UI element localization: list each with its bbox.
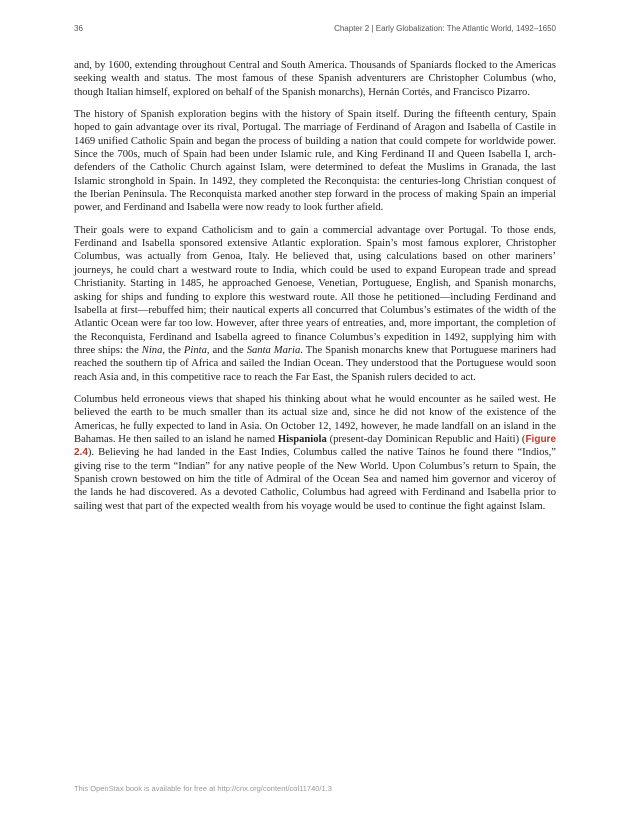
figure-link[interactable]: Figure 2.4 bbox=[74, 433, 557, 459]
paragraph-3-part-d: . The Spanish monarchs knew that Portuguese mariners had reached the southern tip of Africa and sailed the Indian Ocean. They understood that the Portuguese would soon reach Asia and, in this competitive race to reach the Far East, the Spanish rulers decided to act. bbox=[74, 344, 556, 383]
key-term-hispaniola: Hispaniola bbox=[277, 433, 327, 445]
paragraph-3-part-b: , the bbox=[162, 344, 184, 356]
paragraph-4-part-b: (present-day Dominican Republic and Haiti) ( bbox=[326, 433, 526, 445]
paragraph-3-part-c: , and the bbox=[206, 344, 247, 356]
ship-name-nina: Nina bbox=[141, 344, 163, 356]
paragraph-4-part-a: Columbus held erroneous views that shaped his thinking about what he would encounter as he sailed west. He believed the earth to be much smaller than its actual size and, since he did not know of the existence of the Americas, he fully expected to land in Asia. On October 12, 1492, however, he made landfall on an island in the Bahamas. He then sailed to an island he named bbox=[74, 393, 556, 445]
paragraph-2: The history of Spanish exploration begins with the history of Spain itself. During the fifteenth century, Spain hoped to gain advantage over its rival, Portugal. The marriage of Ferdinand of Aragon and Isabella of Castile in 1469 unified Catholic Spain and began the process of building a nation that could compete for worldwide power. Since the 700s, much of Spain had been under Islamic rule, and King Ferdinand II and Queen Isabella I, arch-defenders of the Catholic Church against Islam, were determined to defeat the Muslims in Granada, the last Islamic stronghold in Spain. In 1492, they completed the Reconquista: the centuries-long Christian conquest of the Iberian Peninsula. The Reconquista marked another step forward in the process of making Spain an imperial power, and Ferdinand and Isabella were now ready to look further afield. bbox=[74, 109, 556, 214]
paragraph-1: and, by 1600, extending throughout Central and South America. Thousands of Spaniards flocked to the Americas seeking wealth and status. The most famous of these Spanish adventurers are Christopher Columbus (who, though Italian himself, explored on behalf of the Spanish monarchs), Hernán Cortés, and Francisco Pizarro. bbox=[74, 60, 556, 98]
ship-name-pinta: Pinta bbox=[183, 344, 207, 356]
paragraph-4-part-c: ). Believing he had landed in the East Indies, Columbus called the native Taínos he found there “Indios,” giving rise to the term “Indian” for any native people of the New World. Upon Columbus’s return to Spain, the Spanish crown bestowed on him the title of Admiral of the Ocean Sea and named him governor and viceroy of the lands he had discovered. As a devoted Catholic, Columbus had agreed with Ferdinand and Isabella prior to sailing west that part of the expected wealth from his voyage would be used to continue the fight against Islam. bbox=[74, 447, 556, 512]
page-header bbox=[74, 24, 556, 38]
page-footer: This OpenStax book is available for free at http://cnx.org/content/col11740/1.3 bbox=[74, 784, 332, 793]
page-number: 36 bbox=[74, 24, 83, 33]
paragraph-3 bbox=[74, 224, 556, 384]
paragraph-3-part-a: Their goals were to expand Catholicism and to gain a commercial advantage over Portugal. To those ends, Ferdinand and Isabella sponsored extensive Atlantic exploration. Spain’s most famous explorer, Christopher Columbus, was actually from Genoa, Italy. He believed that, using calculations based on other mariners’ journeys, he could chart a westward route to India, which could be used to expand European trade and spread Christianity. Starting in 1485, he approached Genoese, Venetian, Portuguese, English, and Spanish monarchs, asking for ships and funding to explore this westward route. All those he petitioned—including Ferdinand and Isabella at first—rebuffed him; their nautical experts all concurred that Columbus’s estimates of the width of the Atlantic Ocean were far too low. However, after three years of entreaties, and, more important, the completion of the Reconquista, Ferdinand and Isabella agreed to finance Columbus’s expedition in 1492, supplying him with three ships: the bbox=[74, 224, 556, 356]
paragraph-4 bbox=[74, 393, 556, 513]
body-text bbox=[74, 59, 556, 522]
ship-name-santa-maria: Santa Maria bbox=[246, 344, 301, 356]
chapter-title: Chapter 2 | Early Globalization: The Atlantic World, 1492–1650 bbox=[334, 24, 556, 33]
